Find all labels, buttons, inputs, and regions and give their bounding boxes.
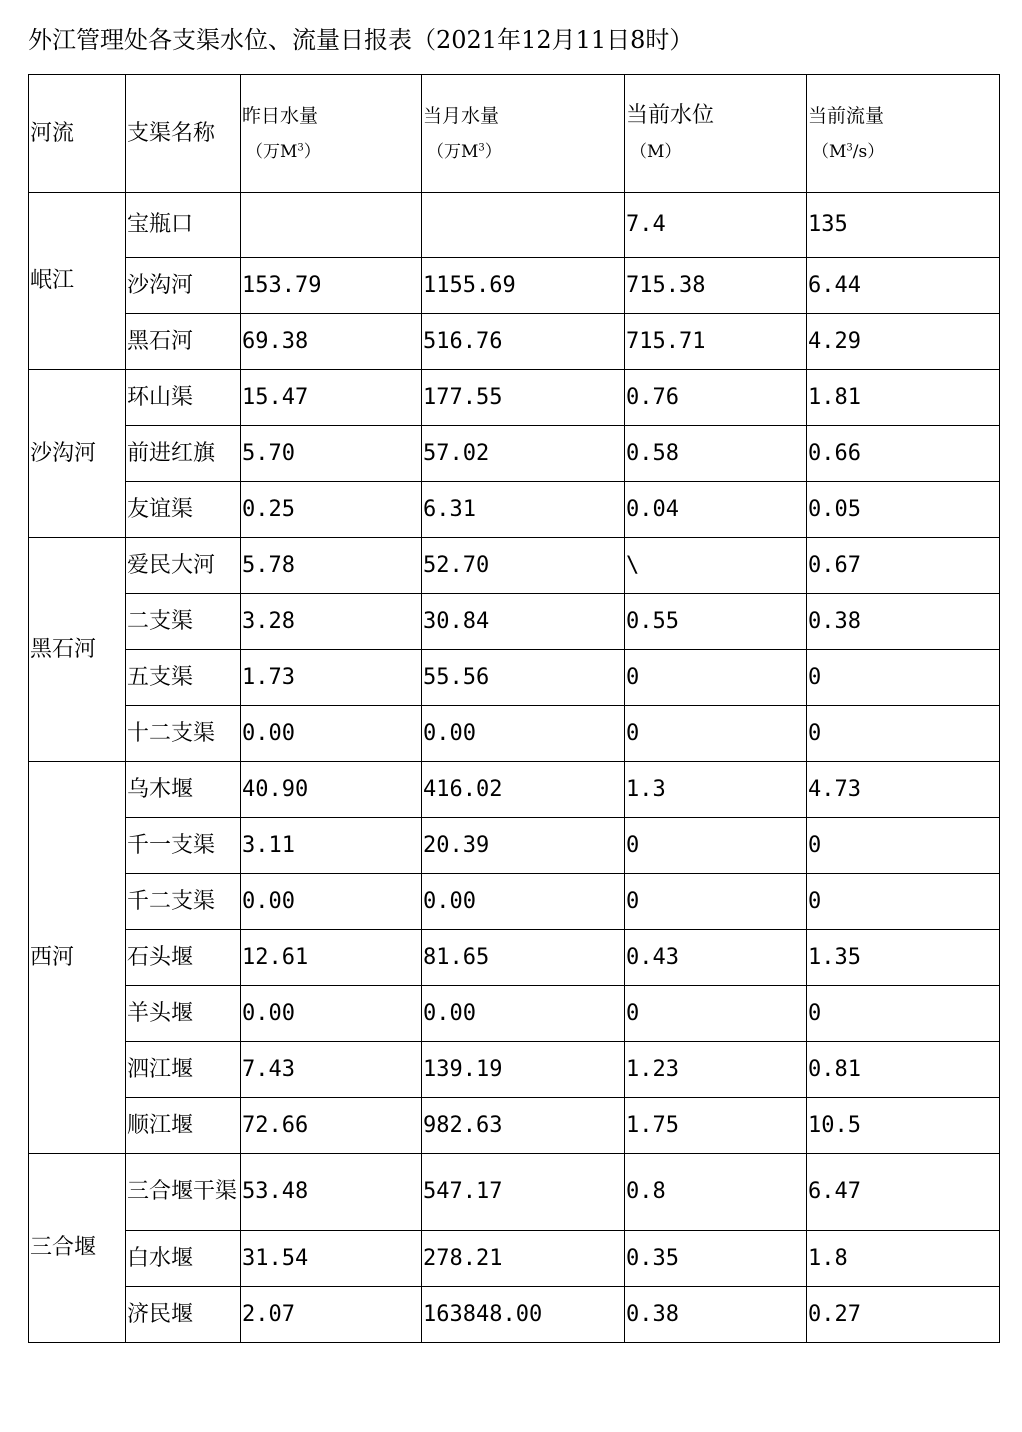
level-cell: 0.76	[625, 370, 807, 426]
header-row	[29, 75, 1000, 193]
level-cell: 0.55	[625, 594, 807, 650]
table-row	[29, 193, 1000, 258]
header-month	[422, 75, 625, 193]
flow-cell: 0.05	[807, 482, 1000, 538]
table-row	[29, 370, 1000, 426]
yesterday-cell: 15.47	[241, 370, 422, 426]
header-level	[625, 75, 807, 193]
flow-cell: 135	[807, 193, 1000, 258]
canal-cell: 三合堰干渠	[126, 1154, 241, 1231]
table-row	[29, 1042, 1000, 1098]
flow-cell: 0.27	[807, 1287, 1000, 1343]
yesterday-cell: 3.28	[241, 594, 422, 650]
flow-cell: 0	[807, 986, 1000, 1042]
table-row	[29, 1287, 1000, 1343]
month-cell: 57.02	[422, 426, 625, 482]
canal-cell: 友谊渠	[126, 482, 241, 538]
river-cell: 黑石河	[29, 538, 126, 762]
level-cell: 715.71	[625, 314, 807, 370]
header-level-label: 当前水位	[626, 102, 715, 128]
header-level-unit: （M）	[630, 141, 682, 162]
table-row	[29, 314, 1000, 370]
yesterday-cell: 7.43	[241, 1042, 422, 1098]
canal-cell: 千一支渠	[126, 818, 241, 874]
canal-cell: 二支渠	[126, 594, 241, 650]
table-row	[29, 1154, 1000, 1231]
flow-cell: 0	[807, 706, 1000, 762]
table-row	[29, 762, 1000, 818]
level-cell: 0.43	[625, 930, 807, 986]
level-cell: 0.35	[625, 1231, 807, 1287]
yesterday-cell: 5.78	[241, 538, 422, 594]
level-cell: 0	[625, 706, 807, 762]
canal-cell: 沙沟河	[126, 258, 241, 314]
header-month-label: 当月水量	[423, 104, 500, 127]
table-row	[29, 818, 1000, 874]
level-cell: 1.3	[625, 762, 807, 818]
yesterday-cell: 5.70	[241, 426, 422, 482]
flow-cell: 0	[807, 650, 1000, 706]
canal-cell: 羊头堰	[126, 986, 241, 1042]
canal-cell: 环山渠	[126, 370, 241, 426]
flow-cell: 1.81	[807, 370, 1000, 426]
month-cell: 55.56	[422, 650, 625, 706]
header-yesterday-label: 昨日水量	[242, 104, 319, 127]
month-cell: 20.39	[422, 818, 625, 874]
table-row	[29, 706, 1000, 762]
yesterday-cell: 0.00	[241, 706, 422, 762]
header-month-unit: （万$M^3$）	[427, 141, 502, 162]
canal-cell: 十二支渠	[126, 706, 241, 762]
table-row	[29, 986, 1000, 1042]
yesterday-cell	[241, 193, 422, 258]
flow-cell: 0.67	[807, 538, 1000, 594]
month-cell: 52.70	[422, 538, 625, 594]
table-row	[29, 650, 1000, 706]
month-cell: 0.00	[422, 986, 625, 1042]
flow-cell: 0.38	[807, 594, 1000, 650]
month-cell: 278.21	[422, 1231, 625, 1287]
level-cell: 1.75	[625, 1098, 807, 1154]
flow-cell: 0	[807, 874, 1000, 930]
flow-cell: 0.81	[807, 1042, 1000, 1098]
table-row	[29, 482, 1000, 538]
header-yesterday-unit: （万$M^3$）	[246, 141, 321, 162]
flow-cell: 6.44	[807, 258, 1000, 314]
canal-cell: 白水堰	[126, 1231, 241, 1287]
flow-cell: 10.5	[807, 1098, 1000, 1154]
flow-cell: 6.47	[807, 1154, 1000, 1231]
level-cell: 0.58	[625, 426, 807, 482]
header-canal: 支渠名称	[126, 75, 241, 193]
flow-cell: 4.73	[807, 762, 1000, 818]
yesterday-cell: 31.54	[241, 1231, 422, 1287]
month-cell: 516.76	[422, 314, 625, 370]
level-cell: 0	[625, 818, 807, 874]
canal-cell: 千二支渠	[126, 874, 241, 930]
month-cell: 6.31	[422, 482, 625, 538]
canal-cell: 石头堰	[126, 930, 241, 986]
month-cell: 547.17	[422, 1154, 625, 1231]
level-cell: 715.38	[625, 258, 807, 314]
level-cell: 0	[625, 874, 807, 930]
canal-cell: 泗江堰	[126, 1042, 241, 1098]
table-row	[29, 1231, 1000, 1287]
header-flow	[807, 75, 1000, 193]
yesterday-cell: 72.66	[241, 1098, 422, 1154]
report-table	[28, 74, 1000, 1343]
table-row	[29, 874, 1000, 930]
canal-cell: 顺江堰	[126, 1098, 241, 1154]
month-cell: 0.00	[422, 706, 625, 762]
canal-cell: 五支渠	[126, 650, 241, 706]
canal-cell: 前进红旗	[126, 426, 241, 482]
yesterday-cell: 53.48	[241, 1154, 422, 1231]
month-cell: 1155.69	[422, 258, 625, 314]
report-title: 外江管理处各支渠水位、流量日报表（2021年12月11日8时）	[28, 26, 694, 54]
canal-cell: 济民堰	[126, 1287, 241, 1343]
month-cell: 30.84	[422, 594, 625, 650]
table-row	[29, 538, 1000, 594]
yesterday-cell: 3.11	[241, 818, 422, 874]
yesterday-cell: 153.79	[241, 258, 422, 314]
flow-cell: 0	[807, 818, 1000, 874]
level-cell: 0.04	[625, 482, 807, 538]
canal-cell: 爱民大河	[126, 538, 241, 594]
flow-cell: 0.66	[807, 426, 1000, 482]
header-flow-label: 当前流量	[808, 104, 885, 127]
yesterday-cell: 2.07	[241, 1287, 422, 1343]
table-row	[29, 426, 1000, 482]
table-row	[29, 1098, 1000, 1154]
table-row	[29, 258, 1000, 314]
flow-cell: 1.8	[807, 1231, 1000, 1287]
month-cell: 416.02	[422, 762, 625, 818]
level-cell: 0	[625, 986, 807, 1042]
level-cell: 0.8	[625, 1154, 807, 1231]
yesterday-cell: 0.00	[241, 986, 422, 1042]
level-cell: 0	[625, 650, 807, 706]
month-cell: 139.19	[422, 1042, 625, 1098]
month-cell: 163848.00	[422, 1287, 625, 1343]
table-row	[29, 930, 1000, 986]
month-cell: 177.55	[422, 370, 625, 426]
flow-cell: 4.29	[807, 314, 1000, 370]
yesterday-cell: 12.61	[241, 930, 422, 986]
month-cell: 982.63	[422, 1098, 625, 1154]
canal-cell: 黑石河	[126, 314, 241, 370]
canal-cell: 宝瓶口	[126, 193, 241, 258]
yesterday-cell: 40.90	[241, 762, 422, 818]
level-cell: \	[625, 538, 807, 594]
river-cell: 沙沟河	[29, 370, 126, 538]
header-yesterday	[241, 75, 422, 193]
header-river: 河流	[29, 75, 126, 193]
table-row	[29, 594, 1000, 650]
river-cell: 三合堰	[29, 1154, 126, 1343]
river-cell: 岷江	[29, 193, 126, 370]
month-cell: 0.00	[422, 874, 625, 930]
canal-cell: 乌木堰	[126, 762, 241, 818]
river-cell: 西河	[29, 762, 126, 1154]
header-flow-unit: $(M^3/s)$	[812, 141, 885, 162]
level-cell: 7.4	[625, 193, 807, 258]
yesterday-cell: 1.73	[241, 650, 422, 706]
month-cell	[422, 193, 625, 258]
yesterday-cell: 0.25	[241, 482, 422, 538]
month-cell: 81.65	[422, 930, 625, 986]
level-cell: 1.23	[625, 1042, 807, 1098]
level-cell: 0.38	[625, 1287, 807, 1343]
flow-cell: 1.35	[807, 930, 1000, 986]
yesterday-cell: 69.38	[241, 314, 422, 370]
yesterday-cell: 0.00	[241, 874, 422, 930]
